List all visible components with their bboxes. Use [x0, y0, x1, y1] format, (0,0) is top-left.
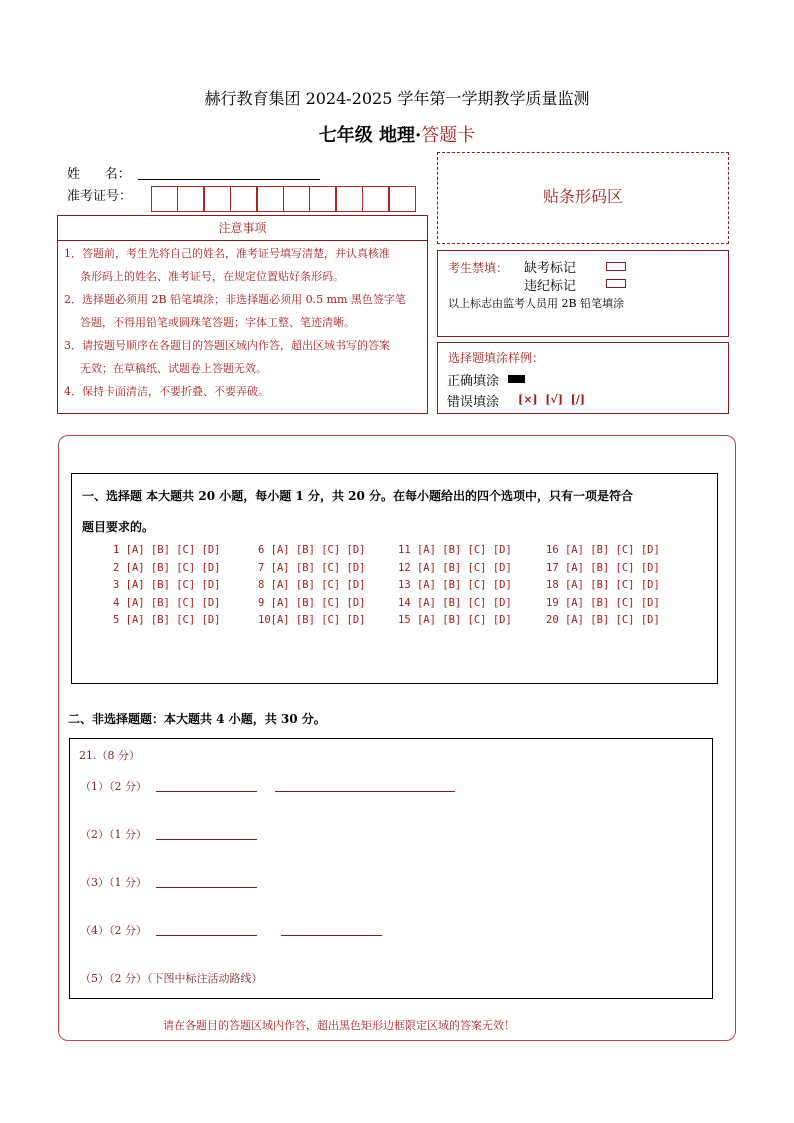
- violation-mark[interactable]: [606, 279, 626, 288]
- notice-item: 4．保持卡面清洁，不要折叠、不要弄破。: [64, 385, 269, 398]
- wrong-label: 错误填涂: [447, 395, 500, 410]
- notice-item: 3．请按题号顺序在各题目的答题区域内作答，超出区域书写的答案: [64, 339, 390, 352]
- choice-question[interactable]: 8 [A] [B] [C] [D]: [258, 579, 366, 591]
- absent-mark[interactable]: [606, 262, 626, 271]
- id-digit-box[interactable]: [204, 186, 231, 212]
- section2-title: 二、非选择题题：本大题共 4 小题，共 30 分。: [68, 712, 326, 726]
- name-field[interactable]: [138, 179, 320, 180]
- absent-label: 缺考标记: [524, 261, 577, 276]
- choice-question[interactable]: 9 [A] [B] [C] [D]: [258, 596, 366, 609]
- choice-question[interactable]: 17 [A] [B] [C] [D]: [546, 561, 660, 574]
- id-digit-box[interactable]: [230, 186, 257, 212]
- id-digit-box[interactable]: [283, 186, 310, 212]
- section1-line2: 题目要求的。: [82, 520, 155, 534]
- choice-question[interactable]: 19 [A] [B] [C] [D]: [546, 596, 660, 609]
- sample-title: 选择题填涂样例：: [448, 351, 545, 365]
- answer-line[interactable]: [156, 791, 257, 792]
- notice-title: 注意事项: [57, 215, 428, 241]
- id-digit-box[interactable]: [362, 186, 389, 212]
- barcode-area: 贴条形码区: [437, 152, 729, 244]
- id-digit-box[interactable]: [151, 186, 178, 212]
- choice-question[interactable]: 20 [A] [B] [C] [D]: [546, 614, 660, 626]
- choice-question[interactable]: 13 [A] [B] [C] [D]: [398, 579, 512, 591]
- subject: 七年级 地理·: [318, 125, 422, 146]
- name-label: 姓 名：: [67, 167, 131, 182]
- q21-part-3: （3）（1 分）: [80, 876, 147, 889]
- choice-question[interactable]: 3 [A] [B] [C] [D]: [113, 579, 221, 591]
- id-digit-box[interactable]: [177, 186, 204, 212]
- choice-question[interactable]: 15 [A] [B] [C] [D]: [398, 614, 512, 626]
- q21-part-1: （1）（2 分）: [80, 780, 147, 793]
- answer-line[interactable]: [156, 935, 257, 936]
- notice-item: 2．选择题必须用 2B 铅笔填涂；非选择题必须用 0.5 mm 黑色签字笔: [64, 293, 406, 306]
- q21-part-5: （5）（2 分）（下图中标注活动路线）: [80, 972, 263, 985]
- choice-question[interactable]: 5 [A] [B] [C] [D]: [113, 614, 221, 626]
- footer-warning: 请在各题目的答题区域内作答，超出黑色矩形边框限定区域的答案无效！: [163, 1019, 515, 1032]
- notice-body: [57, 240, 428, 414]
- q21-title: 21.（8 分）: [79, 749, 140, 762]
- answer-line[interactable]: [275, 791, 455, 792]
- id-digit-box[interactable]: [336, 186, 363, 212]
- notice-item: 答题，不得用铅笔或圆珠笔答题；字体工整、笔迹清晰。: [80, 316, 355, 329]
- q21-box: [69, 738, 713, 999]
- wrong-marks: [×] [√] [/]: [518, 393, 586, 406]
- prohibited-box: [437, 250, 729, 337]
- choice-question[interactable]: 12 [A] [B] [C] [D]: [398, 561, 512, 574]
- choice-question[interactable]: 1 [A] [B] [C] [D]: [113, 544, 221, 556]
- q21-part-4: （4）（2 分）: [80, 924, 147, 937]
- choice-question[interactable]: 2 [A] [B] [C] [D]: [113, 561, 221, 574]
- id-label: 准考证号：: [67, 189, 133, 204]
- id-digit-box[interactable]: [257, 186, 284, 212]
- correct-label: 正确填涂: [447, 374, 500, 389]
- choice-question[interactable]: 7 [A] [B] [C] [D]: [258, 561, 366, 574]
- notice-item: 条形码上的姓名、准考证号，在规定位置贴好条形码。: [80, 270, 344, 283]
- prohibited-note: 以上标志由监考人员用 2B 铅笔填涂: [448, 297, 625, 310]
- notice-item: 1．答题前，考生先将自己的姓名，准考证号填写清楚，并认真核准: [64, 247, 390, 260]
- notice-item: 无效；在草稿纸、试题卷上答题无效。: [80, 362, 267, 375]
- sample-box: [437, 342, 729, 414]
- choice-question[interactable]: 10[A] [B] [C] [D]: [258, 614, 366, 626]
- choice-question[interactable]: 6 [A] [B] [C] [D]: [258, 544, 366, 556]
- violation-label: 违纪标记: [524, 279, 577, 294]
- choice-section: [71, 473, 718, 684]
- answer-line[interactable]: [281, 935, 382, 936]
- choice-question[interactable]: 14 [A] [B] [C] [D]: [398, 596, 512, 609]
- exam-subtitle: [0, 121, 794, 147]
- section1-line1: 一、选择题 本大题共 20 小题，每小题 1 分，共 20 分。在每小题给出的四个选项中，只有一项是符合: [82, 489, 633, 503]
- exam-title: 赫行教育集团 2024-2025 学年第一学期教学质量监测: [204, 89, 590, 108]
- choice-question[interactable]: 11 [A] [B] [C] [D]: [398, 544, 512, 556]
- answer-line[interactable]: [156, 839, 257, 840]
- answer-line[interactable]: [156, 887, 257, 888]
- filled-sample: [508, 375, 525, 383]
- id-digit-box[interactable]: [309, 186, 336, 212]
- choice-question[interactable]: 16 [A] [B] [C] [D]: [546, 544, 660, 556]
- card-label: 答题卡: [421, 125, 476, 146]
- id-digit-box[interactable]: [389, 186, 416, 212]
- prohibited-label: 考生禁填：: [448, 261, 509, 275]
- choice-question[interactable]: 4 [A] [B] [C] [D]: [113, 596, 221, 609]
- choice-question[interactable]: 18 [A] [B] [C] [D]: [546, 579, 660, 591]
- q21-part-2: （2）（1 分）: [80, 828, 147, 841]
